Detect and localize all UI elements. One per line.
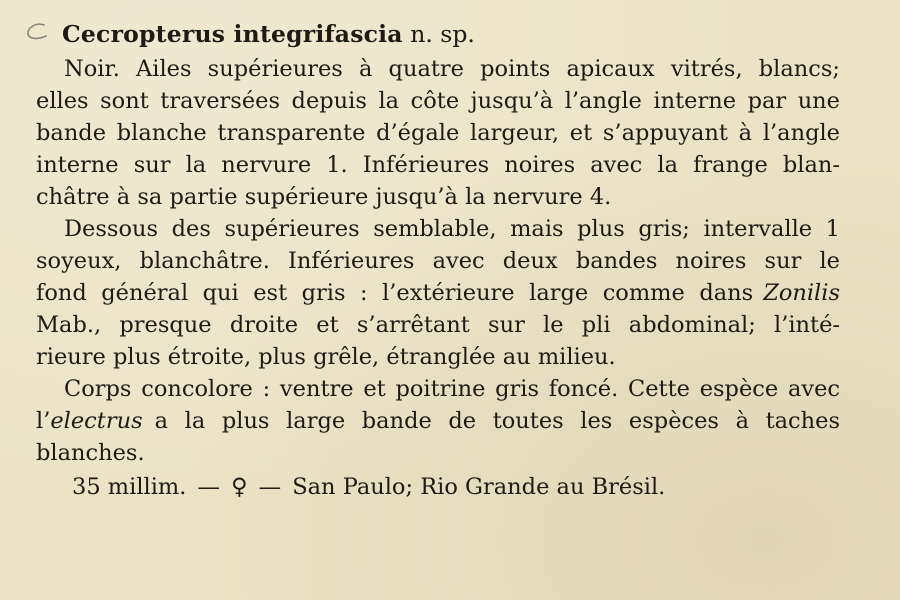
text-line [36,88,840,114]
text-line [36,152,840,178]
text-line [36,440,145,466]
text-line [64,376,840,402]
text-line [36,248,840,274]
female-symbol-icon: ♀ [231,474,248,500]
text-line-content: fond général qui est gris : l’extérieure large comme dans [36,280,754,306]
text-line-content: rieure plus étroite, plus grêle, étranglée au milieu. [36,344,616,370]
text-line-content: blanches. [36,440,145,466]
text-line [36,408,840,434]
text-line-content: bande blanche transparente d’égale largeur, et s’appuyant à l’angle [36,120,840,146]
text-line [36,120,840,146]
text-line-content: l’ [36,408,51,434]
text-line-content: elles sont traversées depuis la côte jusqu’à l’angle interne par une [36,88,840,114]
locality-text: San Paulo; Rio Grande au Brésil. [292,474,666,500]
wingspan-measurement: 35 millim. [72,474,187,500]
species-note: n. sp. [410,20,475,48]
text-line [36,312,840,338]
species-name: Cecropterus integrifascia [62,20,403,48]
species-reference-electrus: electrus [50,408,143,434]
species-heading [62,20,475,48]
text-line-content: Noir. Ailes supérieures à quatre points apicaux vitrés, blancs; [64,56,840,82]
text-line-content: Dessous des supérieures semblable, mais plus gris; intervalle 1 [64,216,840,242]
text-line-content: Corps concolore : ventre et poitrine gris foncé. Cette espèce avec [64,376,840,402]
text-line [36,280,840,306]
text-line-content: soyeux, blanchâtre. Inférieures avec deux bandes noires sur le [36,248,840,274]
em-dash: — [197,474,220,500]
text-line-content: a la plus large bande de toutes les espèces à taches [154,408,840,434]
specimen-info-line [72,474,665,500]
em-dash: — [258,474,282,500]
text-line-content: interne sur la nervure 1. Inférieures noires avec la frange blan- [36,152,840,178]
pencil-annotation-icon [22,20,50,46]
text-line [36,184,611,210]
text-line [36,344,616,370]
text-line-content: châtre à sa partie supérieure jusqu’à la nervure 4. [36,184,612,210]
text-line [64,56,840,82]
text-line-content: Mab., presque droite et s’arrêtant sur le pli abdominal; l’inté- [36,312,840,338]
genus-reference-zonilis: Zonilis [763,280,840,306]
text-line [64,216,840,242]
